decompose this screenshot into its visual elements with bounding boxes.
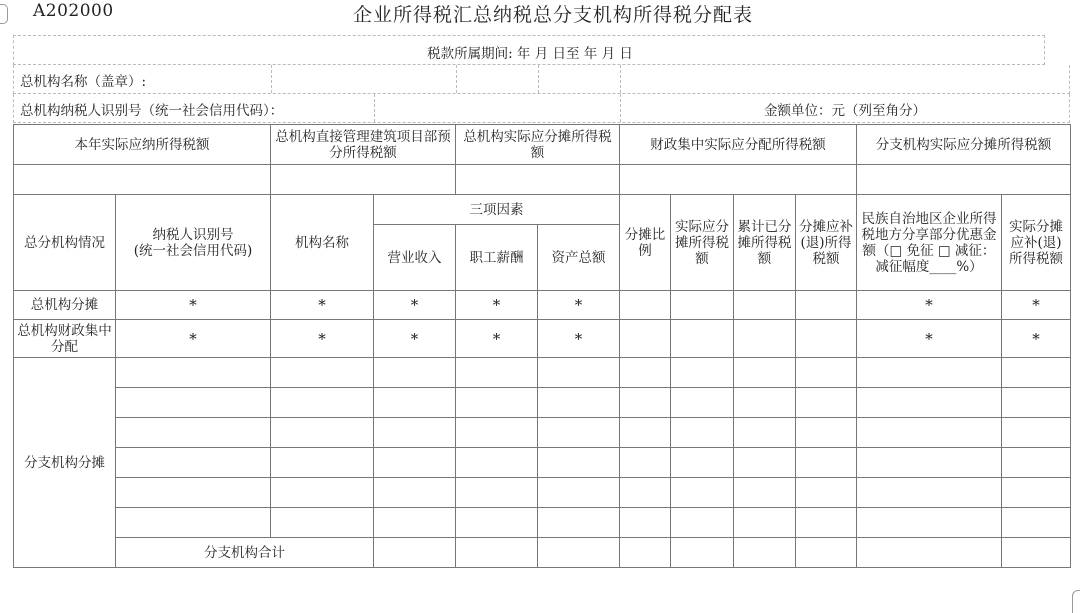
row-label-branch-share: 分支机构分摊 (14, 358, 116, 568)
input-cell[interactable] (620, 320, 671, 358)
input-cell[interactable] (271, 358, 374, 388)
header-salary: 职工薪酬 (456, 225, 538, 291)
input-cell[interactable] (271, 418, 374, 448)
input-cell[interactable] (456, 448, 538, 478)
row-label-hq-share: 总机构分摊 (14, 291, 116, 320)
input-cell[interactable] (796, 320, 857, 358)
period-label: 税款所属期间: 年 月 日至 年 月 日 (427, 46, 633, 62)
star-mark: * (1002, 291, 1071, 320)
period-row (13, 35, 1045, 65)
input-cell[interactable] (796, 478, 857, 508)
input-cell[interactable] (1002, 538, 1071, 568)
input-cell[interactable] (796, 538, 857, 568)
input-cell[interactable] (620, 508, 671, 538)
star-mark: * (1002, 320, 1071, 358)
input-cell[interactable] (796, 358, 857, 388)
input-cell[interactable] (1002, 418, 1071, 448)
branch-row (14, 388, 1071, 418)
star-mark: * (456, 320, 538, 358)
input-cell[interactable] (116, 478, 271, 508)
star-mark: * (538, 320, 620, 358)
summary-value-row (14, 165, 1071, 195)
star-mark: * (857, 291, 1002, 320)
input-cell[interactable] (734, 320, 796, 358)
input-cell[interactable] (538, 538, 620, 568)
form-info-block (13, 35, 1070, 123)
scroll-handle-icon[interactable] (1072, 590, 1080, 613)
input-cell[interactable] (857, 478, 1002, 508)
branch-row (14, 358, 1071, 388)
input-cell[interactable] (671, 418, 734, 448)
header-actual-tax: 本年实际应纳所得税额 (14, 125, 271, 165)
input-cell[interactable] (671, 448, 734, 478)
input-cell[interactable] (734, 418, 796, 448)
input-cell[interactable] (538, 508, 620, 538)
input-cell[interactable] (620, 388, 671, 418)
input-cell[interactable] (271, 508, 374, 538)
input-cell[interactable] (671, 508, 734, 538)
input-cell[interactable] (734, 478, 796, 508)
star-mark: * (857, 320, 1002, 358)
input-cell[interactable] (538, 478, 620, 508)
input-cell[interactable] (857, 388, 1002, 418)
input-cell[interactable] (734, 358, 796, 388)
input-cell[interactable] (1002, 478, 1071, 508)
header-branch-actual: 分支机构实际应分摊所得税额 (857, 125, 1071, 165)
branch-row (14, 508, 1071, 538)
input-cell[interactable] (857, 508, 1002, 538)
input-cell[interactable] (271, 448, 374, 478)
input-cell[interactable] (671, 358, 734, 388)
input-cell[interactable] (456, 538, 538, 568)
input-cell[interactable] (734, 508, 796, 538)
input-cell[interactable] (374, 478, 456, 508)
input-cell[interactable] (857, 418, 1002, 448)
star-mark: * (538, 291, 620, 320)
input-cell[interactable] (456, 388, 538, 418)
summary-header-row (14, 125, 1071, 165)
input-cell[interactable] (734, 538, 796, 568)
header-taxid: 纳税人识别号 (统一社会信用代码) (116, 195, 271, 291)
input-cell[interactable] (734, 388, 796, 418)
input-cell[interactable] (857, 538, 1002, 568)
hq-share-row (14, 291, 1071, 320)
star-mark: * (374, 320, 456, 358)
input-cell[interactable] (796, 418, 857, 448)
header-situation: 总分机构情况 (14, 195, 116, 291)
input-cell[interactable] (857, 358, 1002, 388)
value-finance-central[interactable] (620, 165, 857, 195)
input-cell[interactable] (456, 358, 538, 388)
input-cell[interactable] (1002, 448, 1071, 478)
star-mark: * (116, 291, 271, 320)
form-code: A202000 (33, 1, 114, 21)
hq-name-row (13, 65, 1070, 94)
input-cell[interactable] (374, 418, 456, 448)
input-cell[interactable] (796, 388, 857, 418)
input-cell[interactable] (796, 448, 857, 478)
input-cell[interactable] (671, 478, 734, 508)
input-cell[interactable] (620, 291, 671, 320)
input-cell[interactable] (538, 418, 620, 448)
input-cell[interactable] (374, 508, 456, 538)
header-actual-share: 实际应分摊所得税额 (671, 195, 734, 291)
star-mark: * (456, 291, 538, 320)
finance-central-row (14, 320, 1071, 358)
input-cell[interactable] (456, 478, 538, 508)
input-cell[interactable] (456, 508, 538, 538)
input-cell[interactable] (620, 478, 671, 508)
input-cell[interactable] (116, 358, 271, 388)
input-cell[interactable] (671, 388, 734, 418)
input-cell[interactable] (1002, 388, 1071, 418)
detail-header-row-1 (14, 195, 1071, 225)
input-cell[interactable] (116, 508, 271, 538)
row-label-finance-central: 总机构财政集中分配 (14, 320, 116, 358)
value-hq-construction[interactable] (271, 165, 456, 195)
header-hq-construction: 总机构直接管理建筑项目部预分所得税额 (271, 125, 456, 165)
input-cell[interactable] (796, 291, 857, 320)
input-cell[interactable] (620, 538, 671, 568)
header-hq-actual-share: 总机构实际应分摊所得税额 (456, 125, 620, 165)
hq-name-label: 总机构名称（盖章）: (20, 74, 147, 90)
hq-taxid-row (13, 94, 1070, 123)
header-three-factors: 三项因素 (374, 195, 620, 225)
input-cell[interactable] (538, 448, 620, 478)
input-cell[interactable] (116, 388, 271, 418)
page-title: 企业所得税汇总纳税总分支机构所得税分配表 (352, 4, 753, 26)
input-cell[interactable] (857, 448, 1002, 478)
input-cell[interactable] (671, 320, 734, 358)
input-cell[interactable] (538, 388, 620, 418)
row-label-branch-total: 分支机构合计 (116, 538, 374, 568)
input-cell[interactable] (456, 418, 538, 448)
header-ratio: 分摊比例 (620, 195, 671, 291)
hq-taxid-label: 总机构纳税人识别号（统一社会信用代码）： (20, 103, 284, 119)
branch-total-row (14, 538, 1071, 568)
input-cell[interactable] (374, 538, 456, 568)
header-actual-supplement: 实际分摊应补(退)所得税额 (1002, 195, 1071, 291)
allocation-table (13, 124, 1071, 568)
input-cell[interactable] (620, 418, 671, 448)
header-ethnic-discount: 民族自治地区企业所得税地方分享部分优惠金额（□ 免征 □ 减征：减征幅度____%） (857, 195, 1002, 291)
star-mark: * (374, 291, 456, 320)
input-cell[interactable] (620, 448, 671, 478)
header-assets: 资产总额 (538, 225, 620, 291)
input-cell[interactable] (620, 358, 671, 388)
value-branch-actual[interactable] (857, 165, 1071, 195)
header-name: 机构名称 (271, 195, 374, 291)
star-mark: * (116, 320, 271, 358)
header-cumulative: 累计已分摊所得税额 (734, 195, 796, 291)
input-cell[interactable] (796, 508, 857, 538)
header-supplement: 分摊应补(退)所得税额 (796, 195, 857, 291)
branch-row (14, 448, 1071, 478)
input-cell[interactable] (374, 448, 456, 478)
star-mark: * (271, 291, 374, 320)
input-cell[interactable] (734, 448, 796, 478)
input-cell[interactable] (1002, 508, 1071, 538)
header-revenue: 营业收入 (374, 225, 456, 291)
input-cell[interactable] (374, 358, 456, 388)
input-cell[interactable] (1002, 358, 1071, 388)
star-mark: * (271, 320, 374, 358)
branch-row (14, 478, 1071, 508)
input-cell[interactable] (671, 538, 734, 568)
value-hq-actual-share[interactable] (456, 165, 620, 195)
input-cell[interactable] (734, 291, 796, 320)
value-actual-tax[interactable] (14, 165, 271, 195)
input-cell[interactable] (116, 448, 271, 478)
branch-row (14, 418, 1071, 448)
input-cell[interactable] (271, 478, 374, 508)
input-cell[interactable] (271, 388, 374, 418)
input-cell[interactable] (538, 358, 620, 388)
unit-label: 金额单位：元（列至角分） (764, 103, 926, 119)
input-cell[interactable] (374, 388, 456, 418)
header-finance-central: 财政集中实际应分配所得税额 (620, 125, 857, 165)
input-cell[interactable] (671, 291, 734, 320)
input-cell[interactable] (116, 418, 271, 448)
